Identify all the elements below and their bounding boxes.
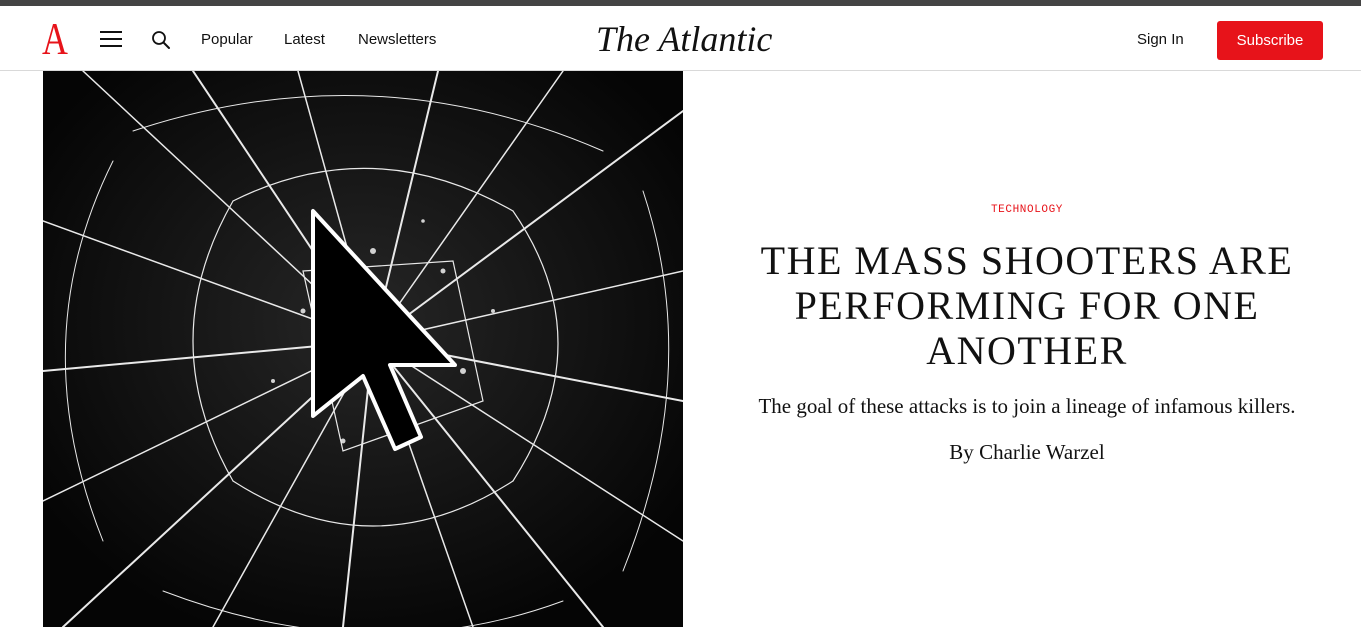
- subscribe-button[interactable]: Subscribe: [1217, 21, 1323, 60]
- nav-link-newsletters[interactable]: Newsletters: [358, 31, 437, 48]
- nav-link-latest[interactable]: Latest: [284, 31, 325, 48]
- shattered-cursor-illustration: [43, 71, 683, 627]
- byline-prefix: By: [949, 440, 974, 464]
- hamburger-menu-icon[interactable]: [100, 31, 122, 49]
- nav-link-popular[interactable]: Popular: [201, 31, 253, 48]
- site-wordmark[interactable]: The Atlantic: [596, 19, 773, 59]
- atlantic-logo[interactable]: A: [42, 13, 68, 64]
- article-dek: The goal of these attacks is to join a lineage of infamous killers.: [758, 394, 1296, 418]
- article-teaser: [720, 200, 1334, 465]
- article-category[interactable]: TECHNOLOGY: [990, 204, 1063, 216]
- author-link[interactable]: Charlie Warzel: [979, 440, 1105, 464]
- sign-in-link[interactable]: Sign In: [1137, 31, 1184, 48]
- article-byline: [720, 439, 1334, 465]
- site-header: [0, 6, 1361, 71]
- article-hero-image[interactable]: [43, 71, 683, 627]
- search-icon[interactable]: [151, 30, 171, 50]
- article-headline[interactable]: THE MASS SHOOTERS ARE PERFORMING FOR ONE ANOTHER: [760, 238, 1294, 373]
